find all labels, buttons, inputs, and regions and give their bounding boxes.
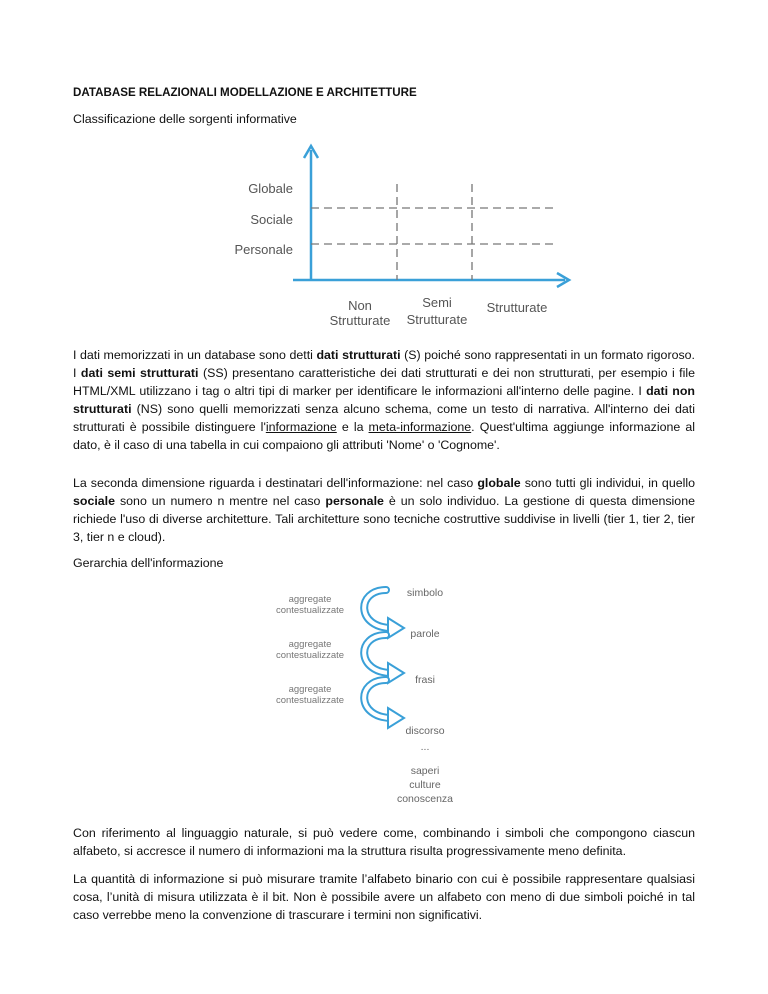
term-personale: personale — [325, 494, 384, 508]
left-label-2-line1: aggregate — [288, 639, 332, 650]
term-meta-informazione: meta-informazione — [368, 420, 472, 434]
left-label-1-line1: aggregate — [288, 594, 332, 605]
section-heading-hierarchy: Gerarchia dell'informazione — [73, 556, 224, 570]
right-label-ellipsis: ... — [420, 741, 430, 753]
para2-text-1: La seconda dimensione riguarda i destinatari dell'informazione: nel caso — [73, 476, 478, 490]
para1-text-4: (NS) sono quelli memorizzati senza alcuno schema, come un testo di narrativa. All'interno dei dati strutturati è possibile distinguere l' — [73, 402, 695, 434]
para2-text-4: è un solo individuo. La gestione di questa dimensione richiede l'uso di diverse architetture. Tali architetture sono tecniche costruttive suddivise in livelli (tier 1, tier 2, tier 3, tier n e cloud). — [73, 494, 695, 544]
x-label-semi-line1: Semi — [422, 295, 452, 310]
y-label-sociale: Sociale — [250, 212, 293, 227]
right-label-discorso: discorso — [405, 725, 445, 737]
left-label-3-line2: contestualizzate — [275, 695, 345, 706]
term-informazione: informazione — [265, 420, 337, 434]
para1-text-2: (S) poiché sono rappresentati in un formato rigoroso. I — [73, 348, 695, 380]
y-label-globale: Globale — [248, 181, 293, 196]
right-label-saperi: saperi — [410, 765, 440, 777]
paragraph-natural-language: Con riferimento al linguaggio naturale, si può vedere come, combinando i simboli che compongono ciascun alfabeto, si accresce il numero di informazioni ma la struttura risulta progressivamente meno definita. — [73, 826, 695, 858]
term-dati-semi-strutturati: dati semi strutturati — [80, 366, 199, 380]
y-label-personale: Personale — [234, 242, 293, 257]
hierarchy-figure — [270, 580, 490, 810]
paragraph-recipients — [73, 474, 695, 546]
x-label-non-line2: Strutturate — [329, 313, 391, 328]
para1-text-3: (SS) presentano caratteristiche dei dati strutturati e dei non strutturati, per esempio i file HTML/XML utilizzano i tag o altri tipi di marker per identificare le informazioni all'interno delle pagine. I — [73, 366, 696, 398]
left-label-2-line2: contestualizzate — [275, 650, 345, 661]
right-label-parole: parole — [410, 628, 440, 640]
term-sociale: sociale — [73, 494, 116, 508]
classification-figure — [225, 140, 585, 335]
document-title: DATABASE RELAZIONALI MODELLAZIONE E ARCHITETTURE — [73, 86, 417, 99]
right-label-frasi: frasi — [415, 674, 435, 686]
para1-text-6: . Quest'ultima aggiunge informazione al dato, è il caso di una tabella in cui compaiono gli attributi 'Nome' o 'Cognome'. — [73, 420, 695, 452]
x-label-strutturate: Strutturate — [486, 300, 548, 315]
section-heading-classification: Classificazione delle sorgenti informative — [73, 112, 297, 126]
paragraph-binary-alphabet: La quantità di informazione si può misurare tramite l’alfabeto binario con cui è possibile rappresentare qualsiasi cosa, l’unità di misura utilizzata è il bit. Non è possibile avere un alfabeto con meno di due simboli poiché in tal caso verrebbe meno la convenzione di trascurare i termini non significativi. — [73, 872, 695, 922]
left-label-1-line2: contestualizzate — [275, 605, 345, 616]
para2-text-2: sono tutti gli individui, in quello — [520, 476, 695, 490]
right-label-conoscenza: conoscenza — [396, 793, 454, 805]
x-label-semi-line2: Strutturate — [406, 312, 468, 327]
curved-arrow-icon-3 — [364, 680, 404, 728]
para1-text-1: I dati memorizzati in un database sono detti — [73, 348, 317, 362]
para2-text-3: sono un numero n mentre nel caso — [115, 494, 326, 508]
term-globale: globale — [477, 476, 521, 490]
term-dati-strutturati: dati strutturati — [316, 348, 401, 362]
left-label-3-line1: aggregate — [288, 684, 332, 695]
right-label-culture: culture — [409, 779, 441, 791]
right-label-simbolo: simbolo — [406, 587, 444, 599]
paragraph-data-types — [73, 346, 695, 454]
para1-text-5: e la — [336, 420, 369, 434]
curved-arrow-icon-1 — [364, 590, 404, 638]
x-label-non-line1: Non — [348, 298, 372, 313]
curved-arrow-icon-2 — [364, 635, 404, 683]
term-dati-non-strutturati: dati non strutturati — [73, 384, 695, 416]
